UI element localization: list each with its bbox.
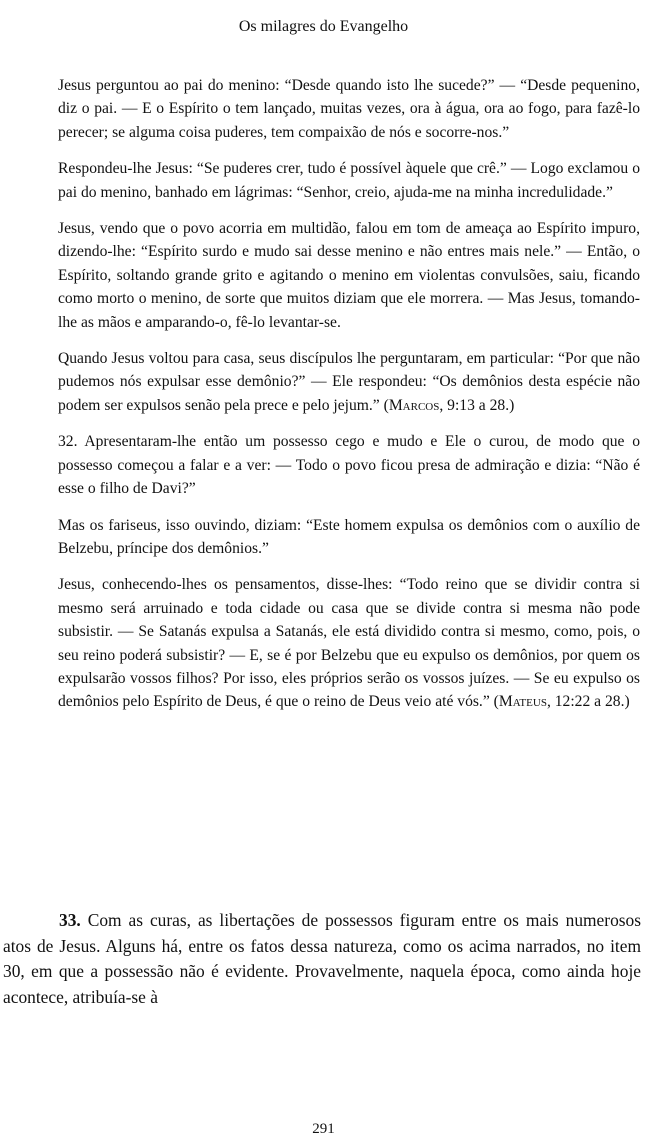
page-number: 291 (312, 1121, 335, 1137)
quote-paragraph-7-text: Jesus, conhecendo-lhes os pensamentos, disse-lhes: “Todo reino que se dividir contra si mesmo será arruinado e toda cidade ou casa que se divide contra si mesma não pode subsistir. — Se Satanás expulsa a Satanás, ele está dividido contra si mesmo, como, pois, o seu reino poderá subsistir? — E, se é por Belzebu que eu expulso os demônios, por quem os expulsarão vossos filhos? Por isso, eles próprios serão os vossos juízes. — Se eu expulso os demônios pelo Espírito de Deus, é que o reino de Deus veio até vós.” ( (58, 576, 640, 711)
main-paragraph-33 (3, 908, 641, 1010)
scripture-quote-block (58, 74, 640, 727)
running-header: Os milagres do Evangelho (238, 18, 409, 35)
main-paragraph-text: Com as curas, as libertações de possessos figuram entre os mais numerosos atos de Jesus. Alguns há, entre os fatos dessa natureza, como os acima narrados, no item 30, em que a possessão não é evidente. Provavelmente, naquela época, como ainda hoje acontece, atribuía-se à (3, 910, 641, 1007)
reference-mateus-verses: , 12:22 a 28.) (546, 693, 630, 711)
quote-paragraph-5: 32. Apresentaram-lhe então um possesso cego e mudo e Ele o curou, de modo que o possesso começou a falar e a ver: — Todo o povo ficou presa de admiração e dizia: “Não é esse o filho de Davi?” (58, 433, 640, 498)
quote-paragraph-2: Respondeu-lhe Jesus: “Se puderes crer, tudo é possível àquele que crê.” — Logo exclamou o pai do menino, banhado em lágrimas: “Senhor, creio, ajuda-me na minha incredulidade.” (58, 160, 640, 201)
reference-mateus: Mateus (498, 693, 547, 711)
reference-marcos-verses: , 9:13 a 28.) (439, 396, 515, 414)
quote-paragraph-1: Jesus perguntou ao pai do menino: “Desde quando isto lhe sucede?” — “Desde pequenino, diz o pai. — E o Espírito o tem lançado, muitas vezes, ora à água, ora ao fogo, para fazê-lo perecer; se alguma coisa puderes, tem compaixão de nós e socorre-nos.” (58, 77, 640, 141)
quote-paragraph-4-text: Quando Jesus voltou para casa, seus discípulos lhe perguntaram, em particular: “Por que não pudemos nós expulsar esse demônio?” — Ele respondeu: “Os demônios desta espécie não podem ser expulsos senão pela prece e pelo jejum.” ( (58, 350, 640, 414)
quote-paragraph-3: Jesus, vendo que o povo acorria em multidão, falou em tom de ameaça ao Espírito impuro, dizendo-lhe: “Espírito surdo e mudo sai desse menino e não entres mais nele.” — Então, o Espírito, soltando grande grito e agitando o menino em violentas convulsões, saiu, ficando como morto o menino, de sorte que muitos diziam que ele morrera. — Mas Jesus, tomando-lhe as mãos e amparando-o, fê-lo levantar-se. (58, 220, 640, 331)
quote-paragraph-7 (58, 573, 640, 713)
quote-paragraph-6: Mas os fariseus, isso ouvindo, diziam: “Este homem expulsa os demônios com o auxílio de Belzebu, príncipe dos demônios.” (58, 516, 640, 557)
quote-paragraph-4 (58, 347, 640, 417)
item-number: 33. (59, 910, 81, 930)
reference-marcos: Marcos (388, 396, 440, 414)
